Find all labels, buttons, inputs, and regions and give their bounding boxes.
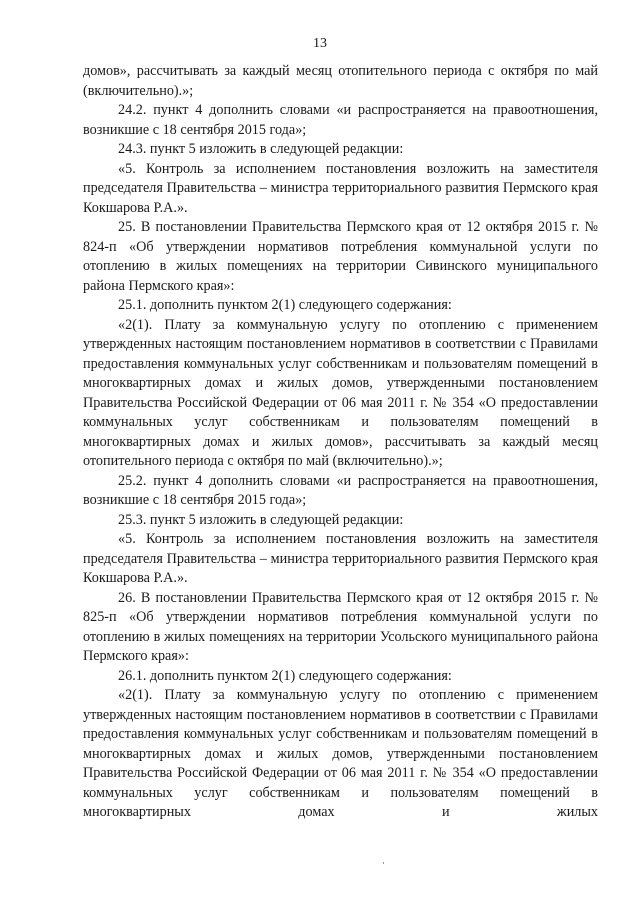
paragraph-25-1-quote: «2(1). Плату за коммунальную услугу по отоплению с применением утвержденных настоящим постановлением нормативов в соответствии с Правилами предоставления коммунальных услуг собственникам и пользователям помещений в многоквартирных домах и жилых домов, утвержденными постановлением Правительства Российской Федерации от 06 мая 2011 г. № 354 «О предоставлении коммунальных услуг собственникам и пользователям помещений в многоквартирных домах и жилых домов», рассчитывать за каждый месяц отопительного периода с октября по май (включительно).»; [83,316,598,469]
paragraph-24-2: 24.2. пункт 4 дополнить словами «и распространяется на правоотношения, возникшие с 18 сентября 2015 года»; [83,102,598,138]
paragraph-25-1: 25.1. дополнить пунктом 2(1) следующего содержания: [118,297,452,313]
paragraph-26: 26. В постановлении Правительства Пермского края от 12 октября 2015 г. № 825-п «Об утверждении нормативов потребления коммунальной услуги по отоплению в жилых помещениях на территории Усольского муниципального района Пермского края»: [83,589,598,664]
paragraph-26-1-quote: «2(1). Плату за коммунальную услугу по отоплению с применением утвержденных настоящим постановлением нормативов в соответствии с Правилами предоставления коммунальных услуг собственникам и пользователям помещений в многоквартирных домах и жилых домов, утвержденными постановлением Правительства Российской Федерации от 06 мая 2011 г. № 354 «О предоставлении коммунальных услуг собственникам и пользователям помещений в многоквартирных домах и жилых [83,687,598,820]
paragraph-24-3-quote: «5. Контроль за исполнением постановления возложить на заместителя председателя Правительства – министра территориального развития Пермского края Кокшарова Р.А.». [83,160,598,216]
paragraph-26-1: 26.1. дополнить пунктом 2(1) следующего содержания: [118,667,452,684]
scan-artifact [383,862,384,864]
paragraph-25: 25. В постановлении Правительства Пермского края от 12 октября 2015 г. № 824-п «Об утверждении нормативов потребления коммунальной услуги по отоплению в жилых помещениях на территории Сивинского муниципального района Пермского края»: [83,219,598,294]
paragraph-25-3: 25.3. пункт 5 изложить в следующей редакции: [118,511,404,528]
paragraph-24-3: 24.3. пункт 5 изложить в следующей редакции: [118,141,404,157]
page-number: 13 [313,36,327,51]
paragraph-continuation: домов», рассчитывать за каждый месяц отопительного периода с октября по май (включительно).»; [83,63,598,99]
paragraph-25-3-quote: «5. Контроль за исполнением постановления возложить на заместителя председателя Правительства – министра территориального развития Пермского края Кокшарова Р.А.». [83,531,598,586]
document-body [83,62,598,823]
paragraph-25-2: 25.2. пункт 4 дополнить словами «и распространяется на правоотношения, возникшие с 18 сентября 2015 года»; [83,472,598,508]
